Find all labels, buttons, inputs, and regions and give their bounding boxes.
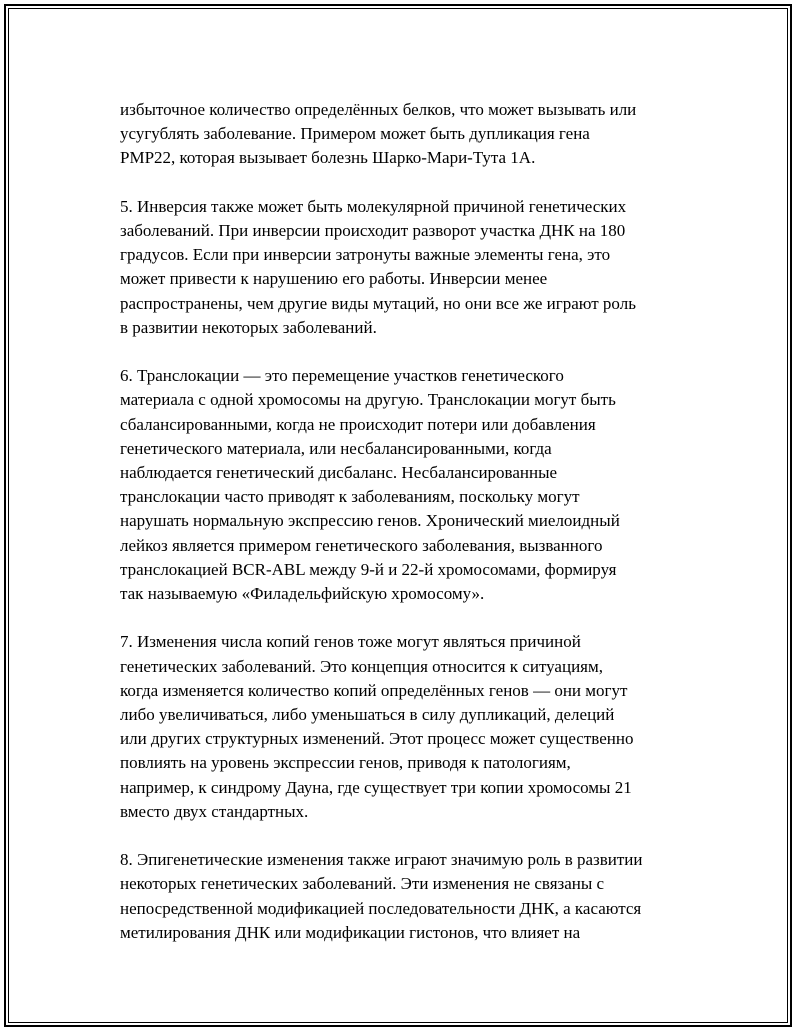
paragraph-copy-number [120, 630, 700, 824]
text-line: когда изменяется количество копий определённых генов — они могут [120, 680, 628, 700]
text-line: нарушать нормальную экспрессию генов. Хронический миелоидный [120, 511, 620, 531]
paragraph-continuation [120, 98, 700, 171]
text-line: либо увеличиваться, либо уменьшаться в силу дупликаций, делеций [120, 705, 615, 725]
text-line: или других структурных изменений. Этот процесс может существенно [120, 729, 634, 749]
text-line: 7. Изменения числа копий генов тоже могут являться причиной [120, 632, 581, 652]
text-line: например, к синдрому Дауна, где существует три копии хромосомы 21 [120, 777, 632, 797]
text-line: в развитии некоторых заболеваний. [120, 317, 377, 337]
text-line: избыточное количество определённых белков, что может вызывать или [120, 100, 637, 119]
text-line: распространены, чем другие виды мутаций, но они все же играют роль [120, 293, 636, 313]
text-line: 5. Инверсия также может быть молекулярной причиной генетических [120, 196, 627, 216]
page-frame [4, 4, 792, 1027]
text-line: метилирования ДНК или модификации гистонов, что влияет на [120, 922, 581, 942]
text-line: транслокацией BCR-ABL между 9-й и 22-й хромосомами, формируя [120, 559, 617, 579]
text-line: сбалансированными, когда не происходит потери или добавления [120, 414, 596, 434]
text-line: материала с одной хромосомы на другую. Транслокации могут быть [120, 390, 616, 410]
paragraph-translocation [120, 364, 700, 606]
text-line: градусов. Если при инверсии затронуты важные элементы гена, это [120, 245, 611, 265]
text-line: лейкоз является примером генетического заболевания, вызванного [120, 535, 603, 555]
paragraph-inversion [120, 195, 700, 340]
text-line: генетических заболеваний. Это концепция относится к ситуациям, [120, 656, 603, 676]
paragraph-epigenetics [120, 848, 700, 945]
text-line: некоторых генетических заболеваний. Эти изменения не связаны с [120, 874, 605, 894]
text-line: усугублять заболевание. Примером может быть дупликация гена [120, 124, 590, 144]
text-line: PMP22, которая вызывает болезнь Шарко-Мари-Тута 1A. [120, 148, 536, 168]
text-line: заболеваний. При инверсии происходит разворот участка ДНК на 180 [120, 221, 626, 240]
text-line: непосредственной модификацией последовательности ДНК, а касаются [120, 898, 642, 918]
text-line: может привести к нарушению его работы. Инверсии менее [120, 269, 548, 289]
text-line: наблюдается генетический дисбаланс. Несбалансированные [120, 463, 558, 483]
document-body [120, 98, 700, 969]
text-line: 8. Эпигенетические изменения также играют значимую роль в развитии [120, 850, 643, 870]
text-line: транслокации часто приводят к заболеваниям, поскольку могут [120, 487, 580, 507]
text-line: 6. Транслокации — это перемещение участков генетического [120, 366, 564, 386]
text-line: вместо двух стандартных. [120, 801, 309, 821]
text-line: генетического материала, или несбалансированными, когда [120, 438, 552, 458]
text-line: так называемую «Филадельфийскую хромосому». [120, 584, 485, 604]
text-line: повлиять на уровень экспрессии генов, приводя к патологиям, [120, 753, 571, 773]
